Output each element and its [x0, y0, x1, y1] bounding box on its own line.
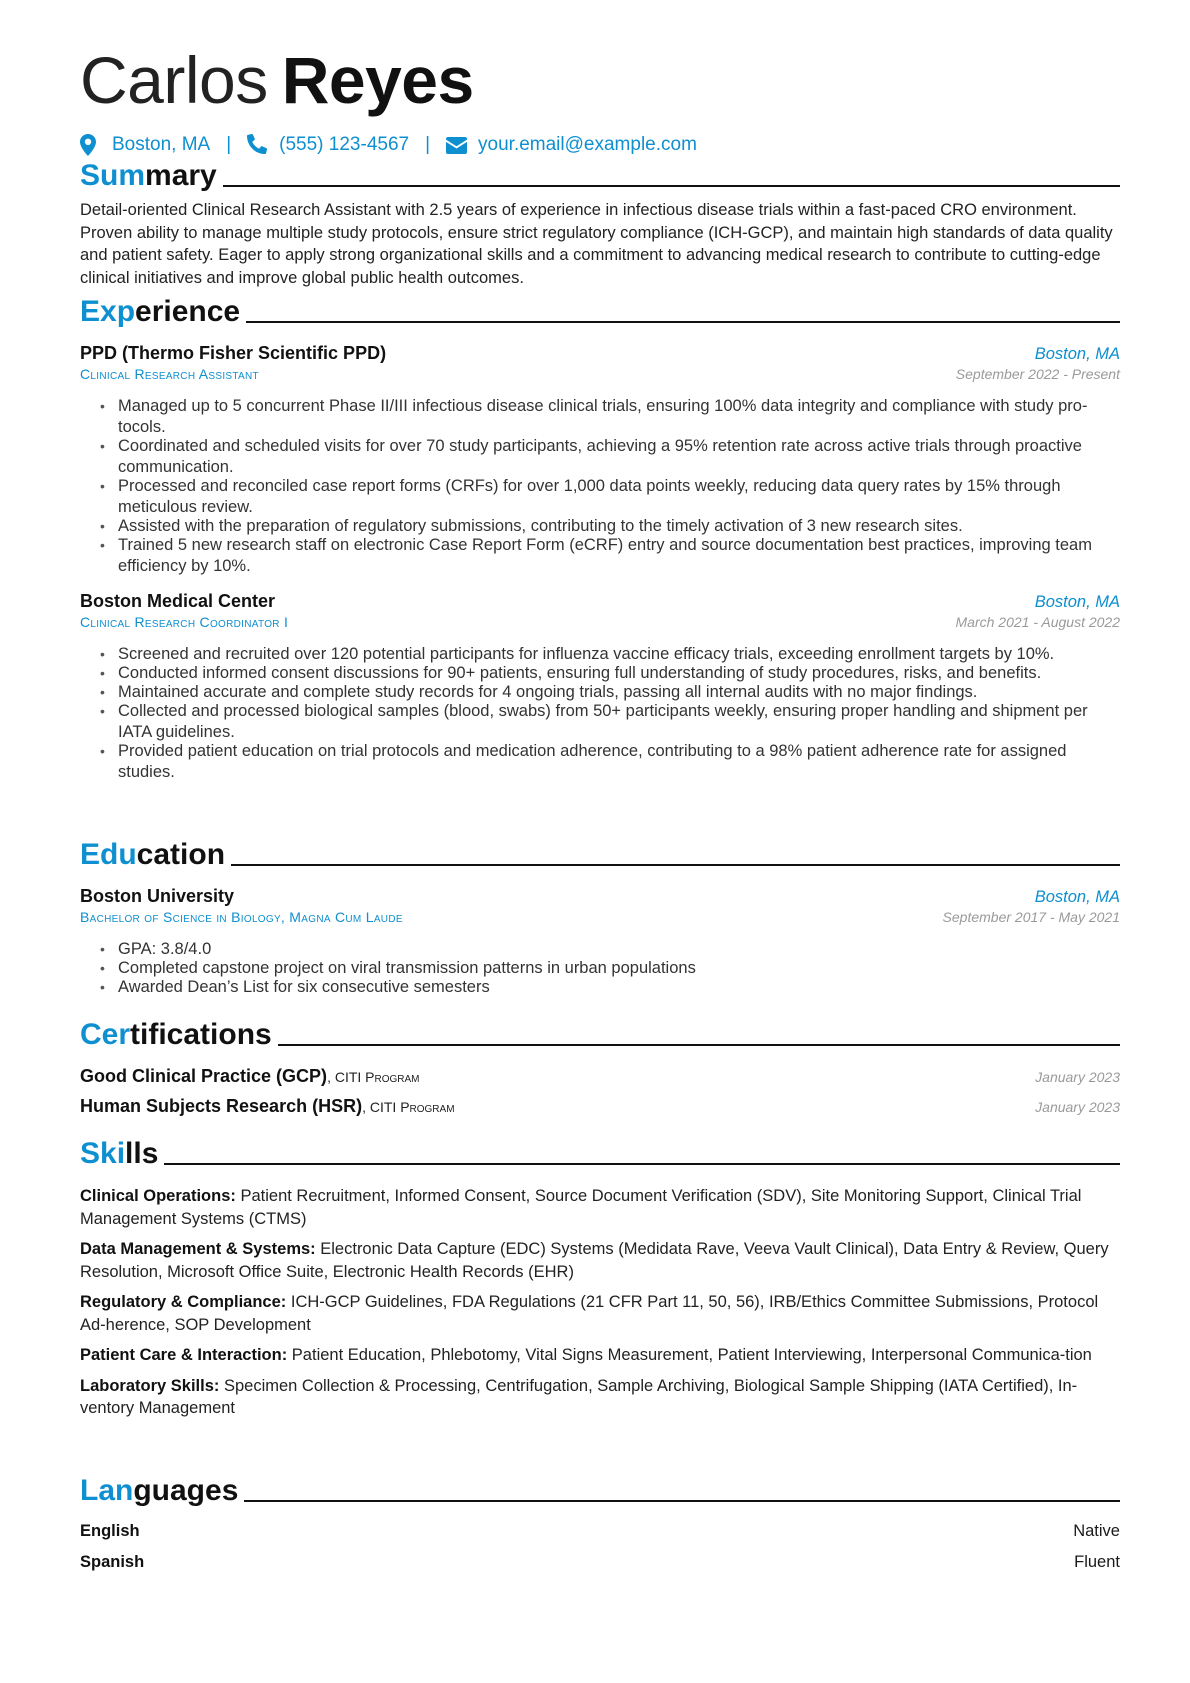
section-divider — [246, 321, 1120, 323]
certification-date: January 2023 — [1035, 1069, 1120, 1085]
job-location: Boston, MA — [1034, 345, 1120, 363]
list-item: • Provided patient education on trial protocols and medication adherence, contributing to a 98% patient adherence rate for assigned studies. — [118, 741, 1120, 783]
language-level: Native — [1073, 1522, 1120, 1540]
skills-section — [80, 1131, 1120, 1428]
list-item: • Coordinated and scheduled visits for over 70 study participants, achieving a 95% retention rate across active trials through proactive communication. — [118, 436, 1120, 478]
education-bullets — [80, 939, 1120, 998]
section-title: Experience — [80, 295, 241, 328]
language-name: Spanish — [80, 1553, 145, 1571]
skill-group — [80, 1375, 1120, 1420]
job-dates: March 2021 - August 2022 — [955, 614, 1120, 630]
first-name: Carlos — [80, 43, 268, 117]
skill-group — [80, 1344, 1120, 1367]
section-title: Summary — [80, 159, 217, 192]
certifications-section — [80, 1012, 1120, 1117]
section-divider — [244, 1500, 1120, 1502]
degree: Bachelor of Science in Biology, Magna Cum Laude — [80, 909, 403, 925]
employer-name: PPD (Thermo Fisher Scientific PPD) — [80, 343, 387, 363]
education-dates: September 2017 - May 2021 — [942, 909, 1120, 925]
job-dates: September 2022 - Present — [955, 366, 1120, 382]
certification-date: January 2023 — [1035, 1099, 1120, 1115]
list-item: • Trained 5 new research staff on electronic Case Report Form (eCRF) entry and source documentation best practices, improving team efficiency by 10%. — [118, 535, 1120, 577]
language-entry — [80, 1551, 1120, 1573]
skill-text: Electronic Data Capture (EDC) Systems (Medidata Rave, Veeva Vault Clinical), Data Entry & Review, Query Resolution, Microsoft Office Suite, Electronic Health Records (EHR) — [80, 1240, 1109, 1281]
skill-text: Patient Education, Phlebotomy, Vital Signs Measurement, Patient Interviewing, Interpersonal Communica-tion — [287, 1346, 1092, 1364]
skill-group — [80, 1291, 1120, 1336]
section-divider — [278, 1044, 1120, 1046]
list-item: • Processed and reconciled case report forms (CRFs) for over 1,000 data points weekly, reducing data query rates by 15% through meticulous review. — [118, 476, 1120, 518]
education-entry — [80, 886, 1120, 998]
section-divider — [164, 1163, 1120, 1165]
job-title: Clinical Research Assistant — [80, 366, 259, 382]
certification-name: Human Subjects Research (HSR) — [80, 1096, 363, 1116]
list-item: • Screened and recruited over 120 potential participants for influenza vaccine efficacy trials, exceeding enrollment targets by 10%. — [118, 644, 1120, 665]
skill-text: Patient Recruitment, Informed Consent, Source Document Verification (SDV), Site Monitoring Support, Clinical Trial Management Systems (CTMS) — [80, 1187, 1082, 1228]
contact-separator: | — [226, 134, 232, 155]
experience-entry — [80, 591, 1120, 783]
education-section — [80, 832, 1120, 996]
skill-group — [80, 1185, 1120, 1230]
certification-entry — [80, 1096, 1120, 1117]
skill-text: Specimen Collection & Processing, Centrifugation, Sample Archiving, Biological Sample Shipping (IATA Certified), In-ventory Management — [80, 1376, 1078, 1417]
list-item: • Awarded Dean’s List for six consecutive semesters — [118, 977, 1120, 998]
phone-text: (555) 123-4567 — [279, 134, 410, 155]
location-text: Boston, MA — [112, 134, 211, 155]
list-item: • Conducted informed consent discussions for 90+ patients, ensuring full understanding of study procedures, risks, and benefits. — [118, 663, 1120, 684]
email-link[interactable]: your.email@example.com — [478, 134, 697, 155]
skill-text: ICH-GCP Guidelines, FDA Regulations (21 CFR Part 11, 50, 56), IRB/Ethics Committee Submissions, Protocol Ad-herence, SOP Development — [80, 1293, 1099, 1334]
experience-section — [80, 289, 1120, 781]
certification-entry — [80, 1066, 1120, 1087]
language-level: Fluent — [1074, 1553, 1120, 1571]
job-bullets — [80, 644, 1120, 783]
last-name: Reyes — [281, 43, 474, 117]
section-title: Education — [80, 838, 226, 871]
job-bullets — [80, 396, 1120, 577]
language-name: English — [80, 1522, 140, 1540]
language-entry — [80, 1520, 1120, 1542]
skill-label: Clinical Operations: — [80, 1187, 236, 1205]
certification-name: Good Clinical Practice (GCP) — [80, 1066, 328, 1086]
list-item: • GPA: 3.8/4.0 — [118, 939, 1120, 960]
candidate-name — [80, 40, 474, 120]
school-name: Boston University — [80, 886, 235, 906]
list-item: • Collected and processed biological samples (blood, swabs) from 50+ participants weekly, ensuring proper handling and shipment per IATA guidelines. — [118, 701, 1120, 743]
certification-issuer: , CITI Program — [327, 1069, 420, 1085]
skill-label: Laboratory Skills: — [80, 1376, 220, 1395]
certification-issuer: , CITI Program — [362, 1099, 455, 1115]
section-divider — [231, 864, 1120, 866]
skill-label: Patient Care & Interaction: — [80, 1346, 288, 1364]
skill-group — [80, 1238, 1120, 1283]
experience-entry — [80, 343, 1120, 577]
list-item: • Maintained accurate and complete study records for 4 ongoing trials, passing all internal audits with no major findings. — [118, 682, 1120, 703]
section-title: Certifications — [80, 1018, 272, 1051]
skill-label: Data Management & Systems: — [80, 1240, 316, 1258]
list-item: • Assisted with the preparation of regulatory submissions, contributing to the timely activation of 3 new research sites. — [118, 516, 1120, 537]
summary-section — [80, 153, 1120, 289]
languages-section — [80, 1468, 1120, 1582]
summary-text: Detail-oriented Clinical Research Assistant with 2.5 years of experience in infectious disease trials within a fast-paced CRO environment. Proven ability to manage multiple study protocols, ensure strict regulatory compliance (ICH-GCP), and maintain high standards of data quality and patient safety. Eager to apply strong organizational skills and a commitment to advancing medical research to contribute to cutting-edge clinical initiatives and improve global public health outcomes. — [80, 201, 1113, 287]
list-item: • Completed capstone project on viral transmission patterns in urban populations — [118, 958, 1120, 979]
contact-separator: | — [425, 134, 431, 155]
employer-name: Boston Medical Center — [80, 591, 276, 611]
section-title: Skills — [80, 1137, 159, 1170]
skill-label: Regulatory & Compliance: — [80, 1293, 287, 1311]
list-item: • Managed up to 5 concurrent Phase II/III infectious disease clinical trials, ensuring 100% data integrity and compliance with study pro-tocols. — [118, 396, 1120, 438]
section-title: Languages — [80, 1474, 239, 1507]
school-location: Boston, MA — [1034, 888, 1120, 906]
job-location: Boston, MA — [1034, 593, 1120, 611]
section-divider — [223, 185, 1120, 187]
job-title: Clinical Research Coordinator I — [80, 614, 289, 630]
